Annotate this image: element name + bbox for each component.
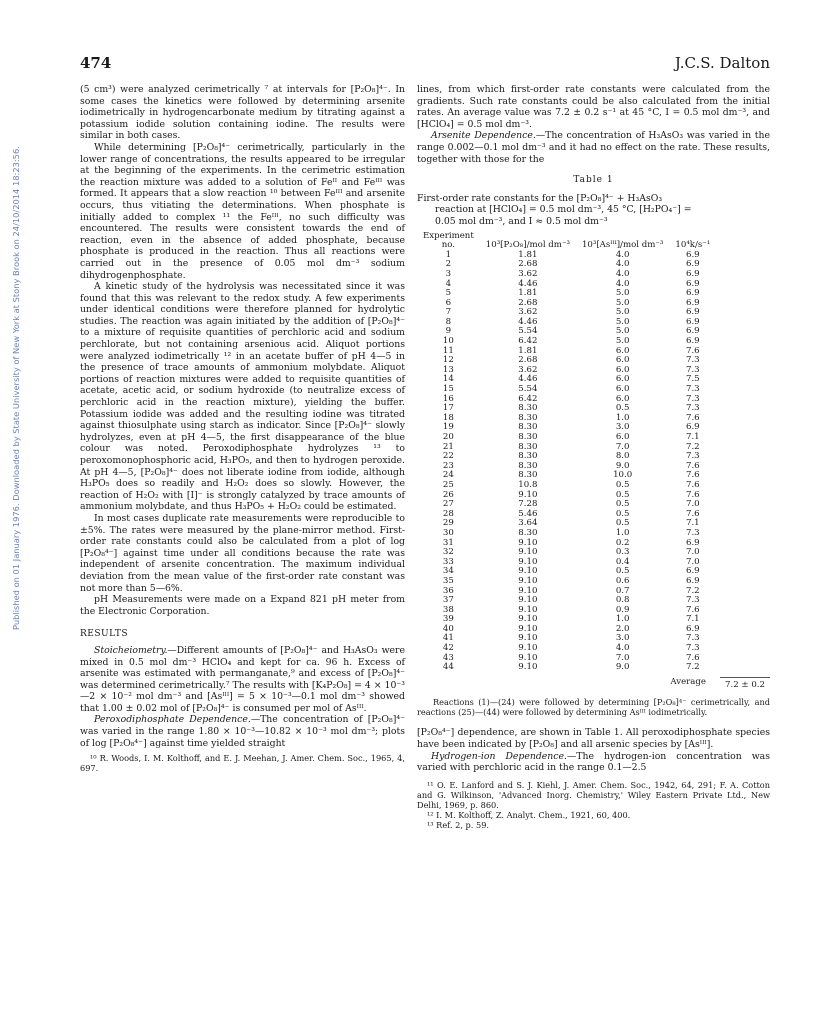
cell-rate-constant: 7.6 (685, 508, 700, 519)
table-row (417, 356, 716, 366)
cell-rate-constant: 7.0 (685, 547, 700, 558)
cell-as-conc: 0.2 (615, 537, 630, 548)
cell-as-conc: 1.0 (615, 412, 630, 423)
footnotes (417, 780, 770, 830)
cell-rate-constant: 7.3 (685, 451, 700, 462)
footnote: ¹² I. M. Kolthoff, Z. Analyt. Chem., 1921, 60, 400. (427, 809, 631, 820)
footnote: ¹³ Ref. 2, p. 59. (427, 819, 490, 830)
cell-experiment-no: 6 (445, 297, 452, 308)
paragraph-text: —The hydrogen-ion concentration was varied with perchloric acid in the range 0.1—2.5 (417, 750, 770, 774)
column-header-p2o8: 10³[P₂O₈]/mol dm⁻³ (485, 240, 570, 251)
run-in-heading: Arsenite Dependence. (431, 130, 536, 142)
cell-rate-constant: 7.6 (685, 412, 700, 423)
cell-experiment-no: 14 (442, 374, 454, 385)
cell-as-conc: 9.0 (615, 662, 630, 673)
cell-rate-constant: 7.0 (685, 499, 700, 510)
cell-experiment-no: 25 (442, 479, 454, 490)
cell-p2o8-conc: 9.10 (518, 652, 538, 663)
cell-experiment-no: 24 (442, 470, 454, 481)
download-watermark (4, 120, 21, 640)
cell-rate-constant: 6.9 (685, 249, 700, 260)
cell-experiment-no: 44 (442, 662, 454, 673)
cell-rate-constant: 6.9 (685, 307, 700, 318)
cell-experiment-no: 38 (442, 604, 454, 615)
cell-rate-constant: 7.5 (685, 374, 700, 385)
cell-as-conc: 0.3 (615, 547, 630, 558)
cell-rate-constant: 6.9 (685, 623, 700, 634)
cell-experiment-no: 22 (442, 451, 454, 462)
cell-rate-constant: 6.9 (685, 326, 700, 337)
cell-p2o8-conc: 5.54 (518, 384, 538, 395)
table-row (417, 347, 716, 357)
cell-rate-constant: 7.3 (685, 633, 700, 644)
cell-rate-constant: 7.6 (685, 345, 700, 356)
run-in-heading: Peroxodiphosphate Dependence. (94, 714, 251, 726)
paragraph: A kinetic study of the hydrolysis was necessitated since it was found that this was relevant to the redox study. A few experiments under identical conditions were therefore planned for hydrolytic studies. The reaction was again initiated by the addition of [P₂O₈]⁴⁻ to a mixture of requisite quantities of perchloric acid and sodium perchlorate, but not containing arsenious acid. Aliquot portions were analyzed iodimetrically ¹² in an acetate buffer of pH 4—5 in the presence of trace amounts of ammonium molybdate. Aliquot portions of reaction mixtures were added to requisite quantities of acetate, acetic acid, or sodium hydroxide (to neutralize excess of perchloric acid in the reaction mixture), yielding the buffer. Potassium iodide was added and the resulting iodine was titrated against thiosulphate using starch as indicator. Since [P₂O₈]⁴⁻ slowly hydrolyzes, even at pH 4—5, the first disappearance of the blue colour was noted. Peroxodiphosphate hydrolyzes ¹³ to peroxomonophosphoric acid, H₃PO₅, and then to hydrogen peroxide. At pH 4—5, [P₂O₈]⁴⁻ does not liberate iodine from iodide, although H₃PO₅ does so readily and H₂O₂ does so slowly. However, the reaction of H₂O₂ with [I]⁻ is strongly catalyzed by trace amounts of ammonium molybdate, and thus H₃PO₅ + H₂O₂ could be estimated. (80, 281, 405, 513)
table-row (417, 385, 716, 395)
table-row (417, 606, 716, 616)
cell-p2o8-conc: 9.10 (518, 595, 538, 606)
table-row (417, 452, 716, 462)
paragraph: While determining [P₂O₈]⁴⁻ cerimetrically, particularly in the lower range of concentrations, the results appeared to be irregular at the beginning of the experiments. In the cerimetric estimation the reaction mixture was added to a solution of Feᴵᴵ and Feᴵᴵᴵ was formed. It appears that a slow reaction ¹⁰ between Feᴵᴵᴵ and arsenite occurs, thus vitiating the determinations. When phosphate is initially added to complex ¹¹ the Feᴵᴵᴵ, no such difficulty was encountered. The results were consistent towards the end of reaction, even in the absence of added phosphate, because phosphate is produced in the reaction. Thus all reactions were carried out in the presence of 0.05 mol dm⁻³ sodium dihydrogenphosphate. (80, 141, 405, 281)
cell-as-conc: 4.0 (615, 259, 630, 270)
cell-rate-constant: 6.9 (685, 268, 700, 279)
cell-experiment-no: 2 (445, 259, 452, 270)
table-row (417, 567, 716, 577)
cell-experiment-no: 12 (442, 355, 454, 366)
cell-p2o8-conc: 7.28 (518, 499, 538, 510)
cell-as-conc: 5.0 (615, 326, 630, 337)
cell-rate-constant: 7.3 (685, 595, 700, 606)
table-average-row (417, 677, 770, 692)
cell-experiment-no: 7 (445, 307, 452, 318)
table-row (417, 587, 716, 597)
paragraph-text: —The concentration of H₃AsO₃ was varied in the range 0.002—0.1 mol dm⁻³ and it had no effect on the rate. These results, together with those for the (417, 130, 770, 165)
cell-experiment-no: 13 (442, 364, 454, 375)
cell-p2o8-conc: 9.10 (518, 537, 538, 548)
paragraph-stoicheiometry (80, 645, 405, 715)
cell-rate-constant: 6.9 (685, 566, 700, 577)
cell-p2o8-conc: 10.8 (518, 479, 538, 490)
cell-as-conc: 1.0 (615, 527, 630, 538)
cell-p2o8-conc: 2.68 (518, 355, 538, 366)
cell-as-conc: 5.0 (615, 307, 630, 318)
cell-p2o8-conc: 8.30 (518, 451, 538, 462)
rate-constants-table (417, 232, 716, 673)
cell-p2o8-conc: 9.10 (518, 489, 538, 500)
left-column (80, 84, 405, 773)
cell-p2o8-conc: 8.30 (518, 460, 538, 471)
cell-as-conc: 6.0 (615, 384, 630, 395)
cell-p2o8-conc: 6.42 (518, 336, 538, 347)
cell-rate-constant: 7.3 (685, 403, 700, 414)
table-row (417, 634, 716, 644)
cell-rate-constant: 7.2 (685, 441, 700, 452)
paragraph-arsenite (417, 130, 770, 165)
cell-experiment-no: 34 (442, 566, 454, 577)
run-in-heading: Hydrogen-ion Dependence. (431, 750, 567, 762)
table-row (417, 395, 716, 405)
average-label: Average (670, 676, 706, 687)
table-title: Table 1 (573, 175, 614, 186)
table-row (417, 443, 716, 453)
table-row (417, 596, 716, 606)
cell-as-conc: 6.0 (615, 345, 630, 356)
cell-experiment-no: 17 (442, 403, 454, 414)
cell-as-conc: 2.0 (615, 623, 630, 634)
table-row (417, 375, 716, 385)
cell-experiment-no: 15 (442, 384, 454, 395)
paragraph-hydrogen-ion (417, 751, 770, 774)
table-row (417, 423, 716, 433)
header-experiment-no: no. (441, 240, 456, 251)
cell-rate-constant: 6.9 (685, 316, 700, 327)
table-row (417, 663, 716, 673)
cell-p2o8-conc: 9.10 (518, 585, 538, 596)
cell-p2o8-conc: 1.81 (518, 345, 538, 356)
table-caption (417, 193, 770, 228)
cell-as-conc: 0.5 (615, 489, 630, 500)
cell-rate-constant: 7.3 (685, 643, 700, 654)
cell-experiment-no: 37 (442, 595, 454, 606)
cell-as-conc: 7.0 (615, 652, 630, 663)
cell-p2o8-conc: 9.10 (518, 547, 538, 558)
cell-rate-constant: 6.9 (685, 422, 700, 433)
cell-experiment-no: 42 (442, 643, 454, 654)
cell-rate-constant: 6.9 (685, 336, 700, 347)
footnote: ¹⁰ R. Woods, I. M. Kolthoff, and E. J. Meehan, J. Amer. Chem. Soc., 1965, 4, 697. (80, 753, 405, 774)
cell-rate-constant: 7.1 (685, 518, 700, 529)
table-row (417, 548, 716, 558)
cell-rate-constant: 7.3 (685, 527, 700, 538)
cell-as-conc: 7.0 (615, 441, 630, 452)
cell-as-conc: 1.0 (615, 614, 630, 625)
cell-rate-constant: 7.2 (685, 585, 700, 596)
cell-rate-constant: 6.9 (685, 278, 700, 289)
cell-p2o8-conc: 8.30 (518, 441, 538, 452)
table-row (417, 529, 716, 539)
cell-p2o8-conc: 9.10 (518, 643, 538, 654)
cell-experiment-no: 29 (442, 518, 454, 529)
cell-rate-constant: 7.3 (685, 355, 700, 366)
cell-experiment-no: 26 (442, 489, 454, 500)
cell-as-conc: 8.0 (615, 451, 630, 462)
table-caption-line: reaction at [HClO₄] = 0.5 mol dm⁻³, 45 °C, [H₂PO₄⁻] = (435, 204, 692, 216)
cell-as-conc: 4.0 (615, 249, 630, 260)
cell-p2o8-conc: 9.10 (518, 623, 538, 634)
cell-rate-constant: 7.6 (685, 489, 700, 500)
paragraph-text: —The concentration of [P₂O₈]⁴⁻ was varied in the range 1.80 × 10⁻³—10.82 × 10⁻³ mol dm⁻³; plots of log [P₂O₈⁴⁻] against time yielded straight (80, 714, 405, 749)
cell-as-conc: 6.0 (615, 432, 630, 442)
page-number: 474 (80, 54, 112, 72)
table-row (417, 299, 716, 309)
column-header-as: 10³[Asᴵᴵᴵ]/mol dm⁻³ (581, 240, 664, 251)
cell-experiment-no: 3 (445, 268, 452, 279)
cell-p2o8-conc: 9.10 (518, 556, 538, 567)
cell-experiment-no: 31 (442, 537, 454, 548)
cell-p2o8-conc: 4.46 (518, 316, 538, 327)
cell-as-conc: 0.4 (615, 556, 630, 567)
table-row (417, 251, 716, 261)
table-caption-line: 0.05 mol dm⁻³, and I ≈ 0.5 mol dm⁻³ (435, 215, 608, 227)
cell-p2o8-conc: 8.30 (518, 527, 538, 538)
cell-p2o8-conc: 9.10 (518, 662, 538, 673)
cell-rate-constant: 7.6 (685, 479, 700, 490)
cell-p2o8-conc: 1.81 (518, 249, 538, 260)
table-row (417, 577, 716, 587)
paragraph: lines, from which first-order rate constants were calculated from the gradients. Such rate constants could be also calculated from the initial rates. An average value was 7.2 ± 0.2 s⁻¹ at 45 °C, I = 0.5 mol dm⁻³, and [HClO₄] = 0.5 mol dm⁻³. (417, 84, 770, 130)
cell-rate-constant: 7.6 (685, 460, 700, 471)
cell-rate-constant: 7.6 (685, 604, 700, 615)
cell-experiment-no: 16 (442, 393, 454, 404)
cell-experiment-no: 11 (442, 345, 454, 356)
table-row (417, 318, 716, 328)
cell-as-conc: 6.0 (615, 364, 630, 375)
cell-experiment-no: 18 (442, 412, 454, 423)
column-header-experiment (417, 232, 480, 251)
cell-p2o8-conc: 9.10 (518, 604, 538, 615)
cell-experiment-no: 10 (442, 336, 454, 347)
cell-rate-constant: 6.9 (685, 575, 700, 586)
cell-rate-constant: 7.6 (685, 470, 700, 481)
average-value: 7.2 ± 0.2 (720, 677, 770, 692)
cell-p2o8-conc: 8.30 (518, 412, 538, 423)
cell-experiment-no: 27 (442, 499, 454, 510)
table-body (417, 251, 716, 673)
table-row (417, 644, 716, 654)
section-heading-results: RESULTS (80, 629, 129, 640)
cell-as-conc: 0.5 (615, 479, 630, 490)
cell-rate-constant: 6.9 (685, 259, 700, 270)
cell-rate-constant: 7.0 (685, 556, 700, 567)
cell-experiment-no: 5 (445, 288, 452, 299)
cell-as-conc: 4.0 (615, 268, 630, 279)
paragraph-peroxodiphosphate (80, 714, 405, 749)
cell-p2o8-conc: 4.46 (518, 278, 538, 289)
cell-p2o8-conc: 3.64 (518, 518, 538, 529)
table-row (417, 500, 716, 510)
table-row (417, 327, 716, 337)
cell-as-conc: 5.0 (615, 297, 630, 308)
cell-rate-constant: 6.9 (685, 297, 700, 308)
paragraph: In most cases duplicate rate measurements were reproducible to ±5%. The rates were measured by the plane-mirror method. First-order rate constants could also be calculated from a plot of log [P₂O₈⁴⁻] against time under all conditions because the rate was independent of arsenite concentration. The maximum individual deviation from the mean value of the first-order rate constant was not more than 5—6%. (80, 512, 405, 594)
cell-as-conc: 0.6 (615, 575, 630, 586)
cell-as-conc: 0.5 (615, 499, 630, 510)
table-row (417, 366, 716, 376)
table-row (417, 260, 716, 270)
table-header-row (417, 232, 716, 251)
cell-p2o8-conc: 1.81 (518, 288, 538, 299)
cell-p2o8-conc: 3.62 (518, 307, 538, 318)
cell-as-conc: 0.5 (615, 518, 630, 529)
cell-as-conc: 9.0 (615, 460, 630, 471)
cell-as-conc: 10.0 (613, 470, 633, 481)
cell-rate-constant: 7.1 (685, 432, 700, 442)
paragraph-text: —Different amounts of [P₂O₈]⁴⁻ and H₃AsO₃ were mixed in 0.5 mol dm⁻³ HClO₄ and kept for ca. 96 h. Excess of arsenite was estimated with permanganate,⁹ and excess of [P₂O₈]⁴⁻ was determined cerimetrically.⁷ The results with [K₄P₂O₈] = 4 × 10⁻³—2 × 10⁻² mol dm⁻³ and [Asᴵᴵᴵ] = 5 × 10⁻³—0.1 mol dm⁻³ showed that 1.00 ± 0.02 mol of [P₂O₈]⁴⁻ is consumed per mol of Asᴵᴵᴵ. (80, 644, 405, 714)
cell-experiment-no: 1 (445, 249, 452, 260)
cell-experiment-no: 23 (442, 460, 454, 471)
cell-p2o8-conc: 9.10 (518, 633, 538, 644)
table-row (417, 404, 716, 414)
cell-as-conc: 6.0 (615, 355, 630, 366)
table-row (417, 337, 716, 347)
table-row (417, 481, 716, 491)
cell-p2o8-conc: 8.30 (518, 470, 538, 481)
cell-experiment-no: 19 (442, 422, 454, 433)
cell-p2o8-conc: 2.68 (518, 259, 538, 270)
table-row (417, 414, 716, 424)
cell-p2o8-conc: 3.62 (518, 268, 538, 279)
cell-rate-constant: 7.3 (685, 364, 700, 375)
paragraph: (5 cm³) were analyzed cerimetrically ⁷ at intervals for [P₂O₈]⁴⁻. In some cases the kinetics were followed by determining arsenite iodimetrically in hydrogencarbonate medium by titrating against a potassium iodide solution containing iodine. The results were similar in both cases. (80, 84, 405, 142)
cell-as-conc: 5.0 (615, 336, 630, 347)
cell-p2o8-conc: 9.10 (518, 614, 538, 625)
cell-p2o8-conc: 9.10 (518, 566, 538, 577)
table-row (417, 289, 716, 299)
cell-experiment-no: 39 (442, 614, 454, 625)
cell-experiment-no: 40 (442, 623, 454, 634)
cell-as-conc: 4.0 (615, 278, 630, 289)
table-footnote: Reactions (1)—(24) were followed by determining [P₂O₈]⁴⁻ cerimetrically, and reactions (25)—(44) were followed by determining Asᴵᴵᴵ iodimetrically. (417, 697, 770, 718)
cell-rate-constant: 7.1 (685, 614, 700, 625)
cell-as-conc: 3.0 (615, 633, 630, 644)
cell-experiment-no: 8 (445, 316, 452, 327)
table-row (417, 558, 716, 568)
cell-experiment-no: 28 (442, 508, 454, 519)
page-header (80, 54, 770, 78)
paragraph: pH Measurements were made on a Expand 821 pH meter from the Electronic Corporation. (80, 594, 405, 617)
cell-rate-constant: 7.2 (685, 662, 700, 673)
table-row (417, 625, 716, 635)
cell-p2o8-conc: 6.42 (518, 393, 538, 404)
column-header-k: 10⁴k/s⁻¹ (675, 240, 711, 251)
footnote: ¹¹ O. E. Lanford and S. J. Kiehl, J. Amer. Chem. Soc., 1942, 64, 291; F. A. Cotton and G. Wilkinson, 'Advanced Inorg. Chemistry,' Wiley Eastern Private Ltd., New Delhi, 1969, p. 860. (417, 779, 770, 810)
cell-p2o8-conc: 2.68 (518, 297, 538, 308)
cell-as-conc: 0.5 (615, 508, 630, 519)
cell-rate-constant: 7.3 (685, 393, 700, 404)
header-experiment-top: Experiment (423, 230, 474, 241)
cell-p2o8-conc: 8.30 (518, 403, 538, 414)
table-row (417, 471, 716, 481)
cell-as-conc: 0.7 (615, 585, 630, 596)
cell-as-conc: 0.5 (615, 566, 630, 577)
cell-as-conc: 0.5 (615, 403, 630, 414)
cell-experiment-no: 41 (442, 633, 454, 644)
cell-p2o8-conc: 4.46 (518, 374, 538, 385)
cell-experiment-no: 4 (445, 278, 452, 289)
cell-as-conc: 0.8 (615, 595, 630, 606)
table-row (417, 654, 716, 664)
table-row (417, 308, 716, 318)
cell-experiment-no: 36 (442, 585, 454, 596)
right-column (417, 84, 770, 830)
cell-experiment-no: 33 (442, 556, 454, 567)
table-row (417, 615, 716, 625)
cell-as-conc: 5.0 (615, 316, 630, 327)
cell-p2o8-conc: 5.46 (518, 508, 538, 519)
table-row (417, 433, 716, 443)
cell-experiment-no: 32 (442, 547, 454, 558)
table-row (417, 539, 716, 549)
download-watermark-text: Published on 01 January 1976. Downloaded by State University of New York at Stony Brook on 24/10/2014 18:23:56. (11, 146, 21, 630)
cell-rate-constant: 7.6 (685, 652, 700, 663)
cell-as-conc: 6.0 (615, 374, 630, 385)
cell-p2o8-conc: 8.30 (518, 432, 538, 442)
cell-as-conc: 5.0 (615, 288, 630, 299)
cell-as-conc: 0.9 (615, 604, 630, 615)
cell-p2o8-conc: 5.54 (518, 326, 538, 337)
cell-p2o8-conc: 9.10 (518, 575, 538, 586)
cell-rate-constant: 7.3 (685, 384, 700, 395)
cell-experiment-no: 43 (442, 652, 454, 663)
cell-experiment-no: 20 (442, 432, 454, 442)
cell-as-conc: 3.0 (615, 422, 630, 433)
cell-rate-constant: 6.9 (685, 537, 700, 548)
table-row (417, 280, 716, 290)
cell-as-conc: 6.0 (615, 393, 630, 404)
cell-as-conc: 4.0 (615, 643, 630, 654)
cell-p2o8-conc: 8.30 (518, 422, 538, 433)
table-row (417, 510, 716, 520)
table-row (417, 519, 716, 529)
table-row (417, 491, 716, 501)
cell-p2o8-conc: 3.62 (518, 364, 538, 375)
cell-experiment-no: 9 (445, 326, 452, 337)
journal-title: J.C.S. Dalton (674, 54, 770, 72)
cell-experiment-no: 35 (442, 575, 454, 586)
table-row (417, 462, 716, 472)
table-caption-line: First-order rate constants for the [P₂O₈]⁴⁻ + H₃AsO₃ (417, 192, 663, 204)
table-row (417, 270, 716, 280)
cell-experiment-no: 30 (442, 527, 454, 538)
paragraph: [P₂O₈⁴⁻] dependence, are shown in Table 1. All peroxodiphosphate species have been indicated by [P₂O₈] and all arsenic species by [Asᴵᴵᴵ]. (417, 727, 770, 751)
cell-rate-constant: 6.9 (685, 288, 700, 299)
cell-experiment-no: 21 (442, 441, 454, 452)
run-in-heading: Stoicheiometry. (94, 644, 168, 656)
